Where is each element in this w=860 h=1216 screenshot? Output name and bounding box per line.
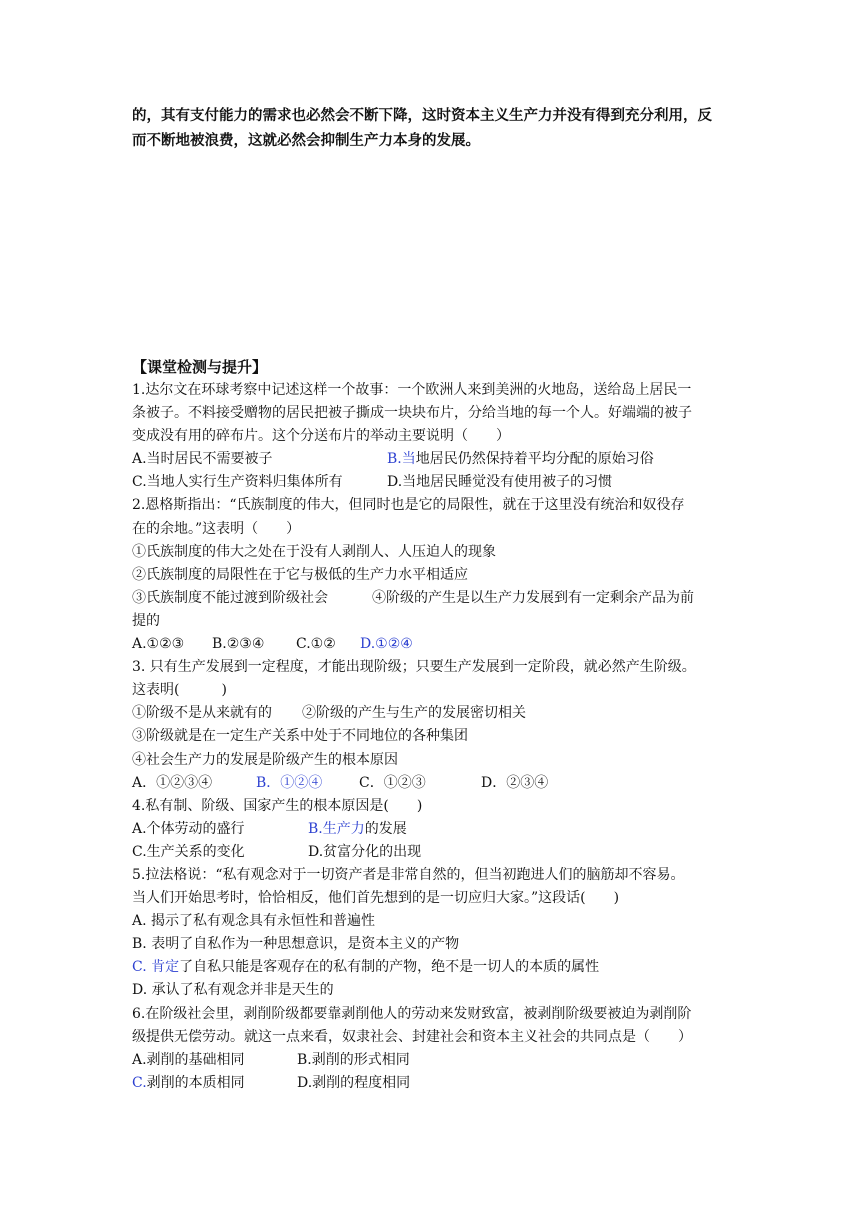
question-stem: 4.私有制、阶级、国家产生的根本原因是( ) [132, 797, 423, 814]
option-a[interactable]: A.①②③ [132, 636, 185, 653]
option-a[interactable]: A.当时居民不需要被子 [132, 451, 273, 468]
option-b[interactable]: B. 表明了自私作为一种思想意识，是资本主义的产物 [132, 936, 460, 953]
question-5 [132, 864, 738, 1003]
question-stem: 当人们开始思考时，恰恰相反，他们首先想到的是一切应归大家。”这段话( ) [132, 890, 620, 907]
statement-2: ②氏族制度的局限性在于它与极低的生产力水平相适应 [132, 566, 468, 583]
question-stem: 6.在阶级社会里，剥削阶级都要靠剥削他人的劳动来发财致富，被剥削阶级要被迫为剥削阶 [132, 1005, 692, 1022]
statement-4: ④阶级的产生是以生产力发展到有一定剩余产品为前 [372, 589, 694, 606]
option-a[interactable]: A．①②③④ [132, 774, 213, 791]
option-b[interactable]: B.剥削的形式相同 [297, 1051, 410, 1068]
question-stem: 3. 只有生产发展到一定程度，才能出现阶级；只要生产发展到一定阶段，就必然产生阶级。 [132, 659, 696, 676]
intro-paragraph [132, 104, 738, 154]
statement-3: ③氏族制度不能过渡到阶级社会 [132, 589, 328, 606]
statement-row [132, 702, 738, 725]
statement-3: ③阶级就是在一定生产关系中处于不同地位的各种集团 [132, 728, 468, 745]
option-c[interactable] [132, 1072, 297, 1095]
question-stem: 这表明( ) [132, 682, 227, 699]
answer-mark: B.当 [387, 451, 416, 468]
practice-section [132, 355, 738, 1095]
statement-1: ①氏族制度的伟大之处在于没有人剥削人、人压迫人的现象 [132, 543, 496, 560]
options-row [132, 471, 738, 494]
option-d[interactable]: D.贫富分化的出现 [308, 843, 422, 860]
option-b[interactable] [308, 818, 407, 841]
options-row [132, 448, 738, 471]
question-4 [132, 795, 738, 864]
options-row [132, 1072, 738, 1095]
question-3 [132, 656, 738, 795]
intro-line: 而不断地被浪费，这就必然会抑制生产力本身的发展。 [132, 133, 480, 149]
option-text: 了自私只能是客观存在的私有制的产物，绝不是一切人的本质的属性 [179, 959, 600, 976]
question-stem: 1.达尔文在环球考察中记述这样一个故事：一个欧洲人来到美洲的火地岛，送给岛上居民一 [132, 382, 692, 398]
question-stem: 变成没有用的碎布片。这个分送布片的举动主要说明（ ） [132, 428, 510, 445]
intro-line: 的，其有支付能力的需求也必然会不断下降，这时资本主义生产力并没有得到充分利用，反 [132, 108, 712, 124]
option-text: 剥削的本质相同 [146, 1074, 245, 1091]
options-row [132, 772, 738, 795]
answer-mark: C. 肯定 [132, 959, 180, 976]
statement-4-cont: 提的 [132, 612, 160, 629]
question-2 [132, 494, 738, 656]
statement-4: ④社会生产力的发展是阶级产生的根本原因 [132, 751, 398, 768]
option-a[interactable]: A. 揭示了私有观念具有永恒性和普遍性 [132, 913, 376, 930]
question-stem: 2.恩格斯指出：“氏族制度的伟大，但同时也是它的局限性，就在于这里没有统治和奴役存 [132, 497, 685, 514]
options-row [132, 841, 738, 864]
question-stem: 级提供无偿劳动。就这一点来看，奴隶社会、封建社会和资本主义社会的共同点是（ ） [132, 1028, 692, 1045]
question-stem: 在的余地。”这表明（ ） [132, 520, 301, 537]
option-a[interactable]: A.剥削的基础相同 [132, 1051, 245, 1068]
option-c[interactable]: C.①② [296, 636, 336, 653]
statement-row [132, 587, 738, 610]
option-c[interactable] [132, 956, 738, 979]
option-c[interactable]: C.当地人实行生产资料归集体所有 [132, 474, 343, 491]
option-d[interactable]: D.当地居民睡觉没有使用被子的习惯 [387, 474, 613, 491]
question-stem: 条被子。不料接受赠物的居民把被子撕成一块块布片，分给当地的每一个人。好端端的被子 [132, 405, 692, 422]
statement-1: ①阶级不是从来就有的 [132, 705, 272, 722]
question-6 [132, 1003, 738, 1095]
option-c[interactable]: C．①②③ [359, 774, 426, 791]
question-1 [132, 379, 738, 494]
option-b[interactable]: B．①②④ [256, 774, 323, 791]
statement-2: ②阶级的产生与生产的发展密切相关 [302, 705, 526, 722]
option-a[interactable]: A.个体劳动的盛行 [132, 820, 245, 837]
options-row [132, 1049, 738, 1072]
answer-mark: B.生产力 [308, 820, 365, 837]
option-b[interactable] [387, 448, 654, 471]
option-b[interactable]: B.②③④ [212, 636, 265, 653]
options-row [132, 818, 738, 841]
option-d[interactable]: D.①②④ [360, 636, 413, 653]
option-d[interactable]: D. 承认了私有观念并非是天生的 [132, 982, 334, 999]
option-c[interactable]: C.生产关系的变化 [132, 843, 245, 860]
option-d[interactable]: D.剥削的程度相同 [297, 1074, 411, 1091]
section-title: 【课堂检测与提升】 [132, 358, 268, 376]
question-stem: 5.拉法格说：“私有观念对于一切资产者是非常自然的，但当初跑进人们的脑筋却不容易。 [132, 866, 685, 883]
answer-mark: C. [132, 1074, 147, 1091]
option-text: 地居民仍然保持着平均分配的原始习俗 [415, 451, 654, 468]
option-text: 的发展 [364, 820, 407, 837]
option-d[interactable]: D．②③④ [481, 774, 549, 791]
options-row [132, 633, 738, 656]
